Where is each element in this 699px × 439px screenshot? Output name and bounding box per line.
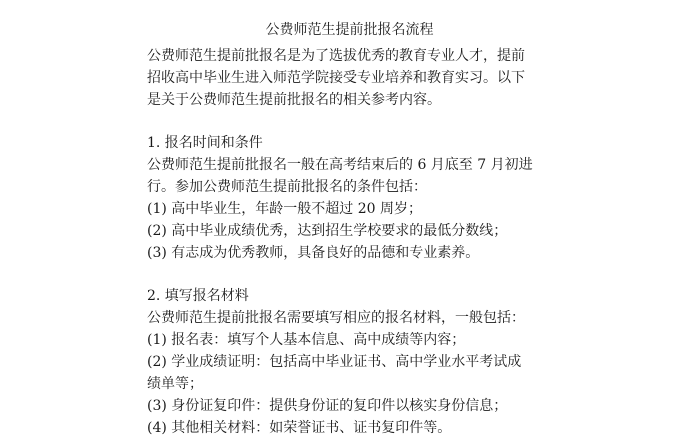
section-1-heading: 1. 报名时间和条件 [147, 135, 263, 151]
section-2-line: (1) 报名表：填写个人基本信息、高中成绩等内容； [147, 332, 466, 348]
section-2-line: (3) 身份证复印件：提供身份证的复印件以核实身份信息； [147, 398, 508, 414]
paragraph-spacer [147, 264, 547, 285]
section-2-line: 绩单等； [147, 376, 203, 392]
section-1-line: 公费师范生提前批报名一般在高考结束后的 6 月底至 7 月初进 [147, 157, 533, 173]
document-body [147, 45, 547, 439]
section-2-line: (2) 学业成绩证明：包括高中毕业证书、高中学业水平考试成 [147, 354, 522, 370]
intro-line: 公费师范生提前批报名是为了选拔优秀的教育专业人才，提前 [147, 48, 525, 64]
section-2-line: (4) 其他相关材料：如荣誉证书、证书复印件等。 [147, 420, 452, 436]
section-1-line: (3) 有志成为优秀教师，具备良好的品德和专业素养。 [147, 245, 480, 261]
section-1-line: (1) 高中毕业生，年龄一般不超过 20 周岁； [147, 201, 422, 217]
intro-line: 招收高中毕业生进入师范学院接受专业培养和教育实习。以下 [147, 70, 525, 86]
section-2-heading: 2. 填写报名材料 [147, 288, 249, 304]
paragraph-spacer [147, 111, 547, 132]
section-1-line: 行。参加公费师范生提前批报名的条件包括： [147, 179, 427, 195]
document-title: 公费师范生提前批报名流程 [265, 22, 434, 38]
section-2-line: 公费师范生提前批报名需要填写相应的报名材料，一般包括： [147, 310, 525, 326]
section-1-line: (2) 高中毕业成绩优秀，达到招生学校要求的最低分数线； [147, 223, 508, 239]
intro-line: 是关于公费师范生提前批报名的相关参考内容。 [147, 92, 441, 108]
